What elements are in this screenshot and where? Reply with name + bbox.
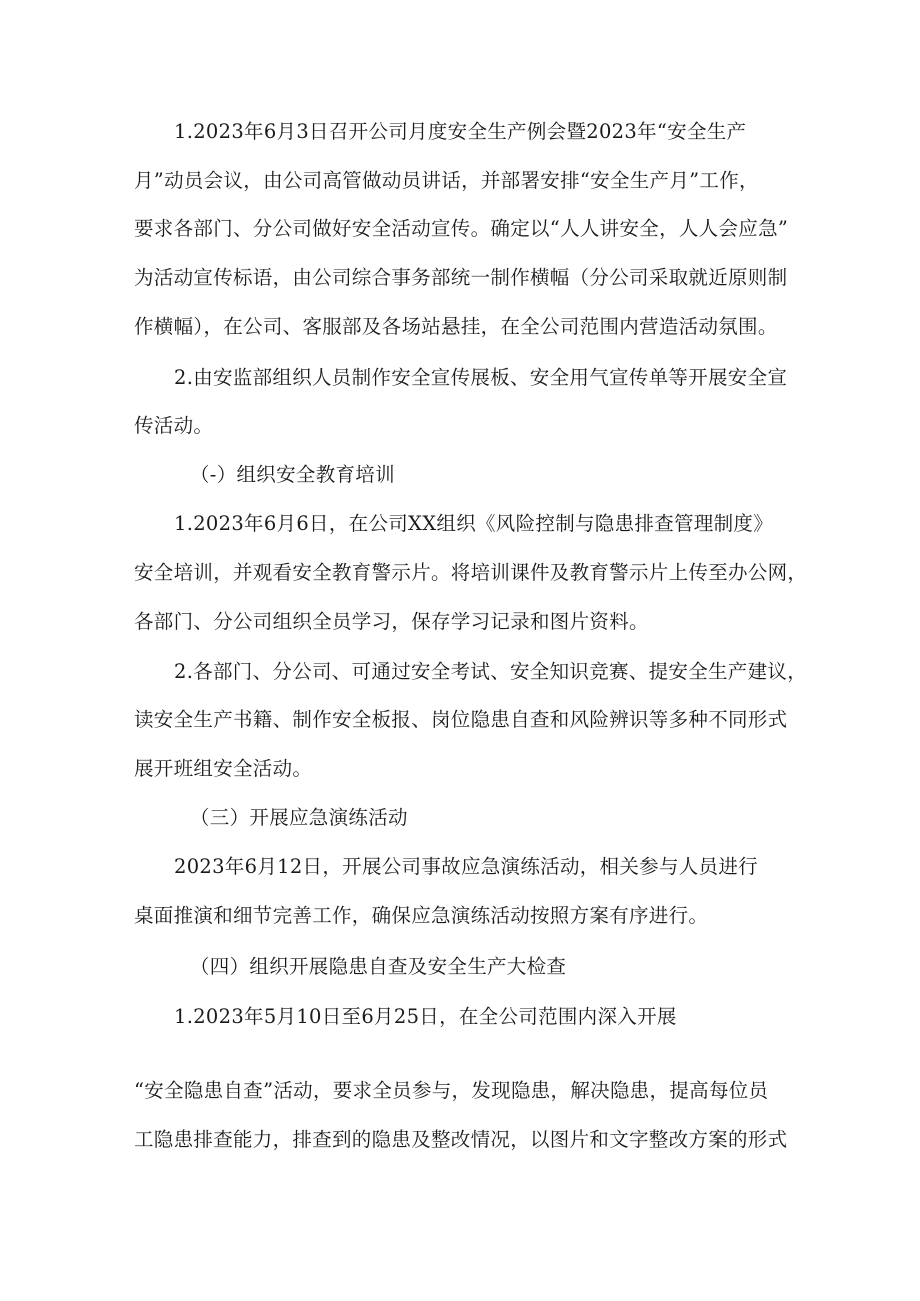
section-heading-inspection: （四）组织开展隐患自查及安全生产大检查: [190, 955, 567, 978]
section-heading-education: （-）组织安全教育培训: [190, 463, 395, 486]
section-heading-drill: （三）开展应急演练活动: [190, 806, 408, 829]
paragraph-1-line-5: 作横幅），在公司、客服部及各场站悬挂，在全公司范围内营造活动氛围。: [134, 315, 778, 338]
paragraph-1-line-1: 1.2023年6月3日召开公司月度安全生产例会暨2023年“安全生产: [174, 120, 747, 143]
paragraph-3-line-3: 各部门、分公司组织全员学习，保存学习记录和图片资料。: [134, 610, 649, 633]
paragraph-6-line-3: 工隐患排查能力，排查到的隐患及整改情况，以图片和文字整改方案的形式: [134, 1128, 788, 1151]
paragraph-6-line-1: 1.2023年5月10日至6月25日，在全公司范围内深入开展: [174, 1005, 677, 1028]
paragraph-1-line-3: 要求各部门、分公司做好安全活动宣传。确定以“人人讲安全，人人会应急”: [134, 217, 789, 240]
paragraph-2-line-1: 2.由安监部组织人员制作安全宣传展板、安全用气宣传单等开展安全宣: [174, 366, 788, 389]
paragraph-3-line-2: 安全培训，并观看安全教育警示片。将培训课件及教育警示片上传至办公网，: [134, 561, 808, 584]
paragraph-2-line-2: 传活动。: [134, 414, 214, 437]
paragraph-1-line-4: 为活动宣传标语，由公司综合事务部统一制作横幅（分公司采取就近原则制: [134, 266, 788, 289]
paragraph-5-line-2: 桌面推演和细节完善工作，确保应急演练活动按照方案有序进行。: [134, 904, 709, 927]
paragraph-1-line-2: 月”动员会议，由公司高管做动员讲话，并部署安排“安全生产月”工作，: [134, 169, 759, 192]
paragraph-5-line-1: 2023年6月12日，开展公司事故应急演练活动，相关参与人员进行: [174, 855, 758, 878]
paragraph-4-line-3: 展开班组安全活动。: [134, 757, 313, 780]
paragraph-4-line-2: 读安全生产书籍、制作安全板报、岗位隐患自查和风险辨识等多种不同形式: [134, 708, 788, 731]
paragraph-6-line-2: “安全隐患自查”活动，要求全员参与，发现隐患，解决隐患，提高每位员: [134, 1079, 769, 1102]
paragraph-4-line-1: 2.各部门、分公司、可通过安全考试、安全知识竞赛、提安全生产建议，: [174, 660, 808, 683]
paragraph-3-line-1: 1.2023年6月6日，在公司XX组织《风险控制与隐患排查管理制度》: [174, 512, 774, 535]
